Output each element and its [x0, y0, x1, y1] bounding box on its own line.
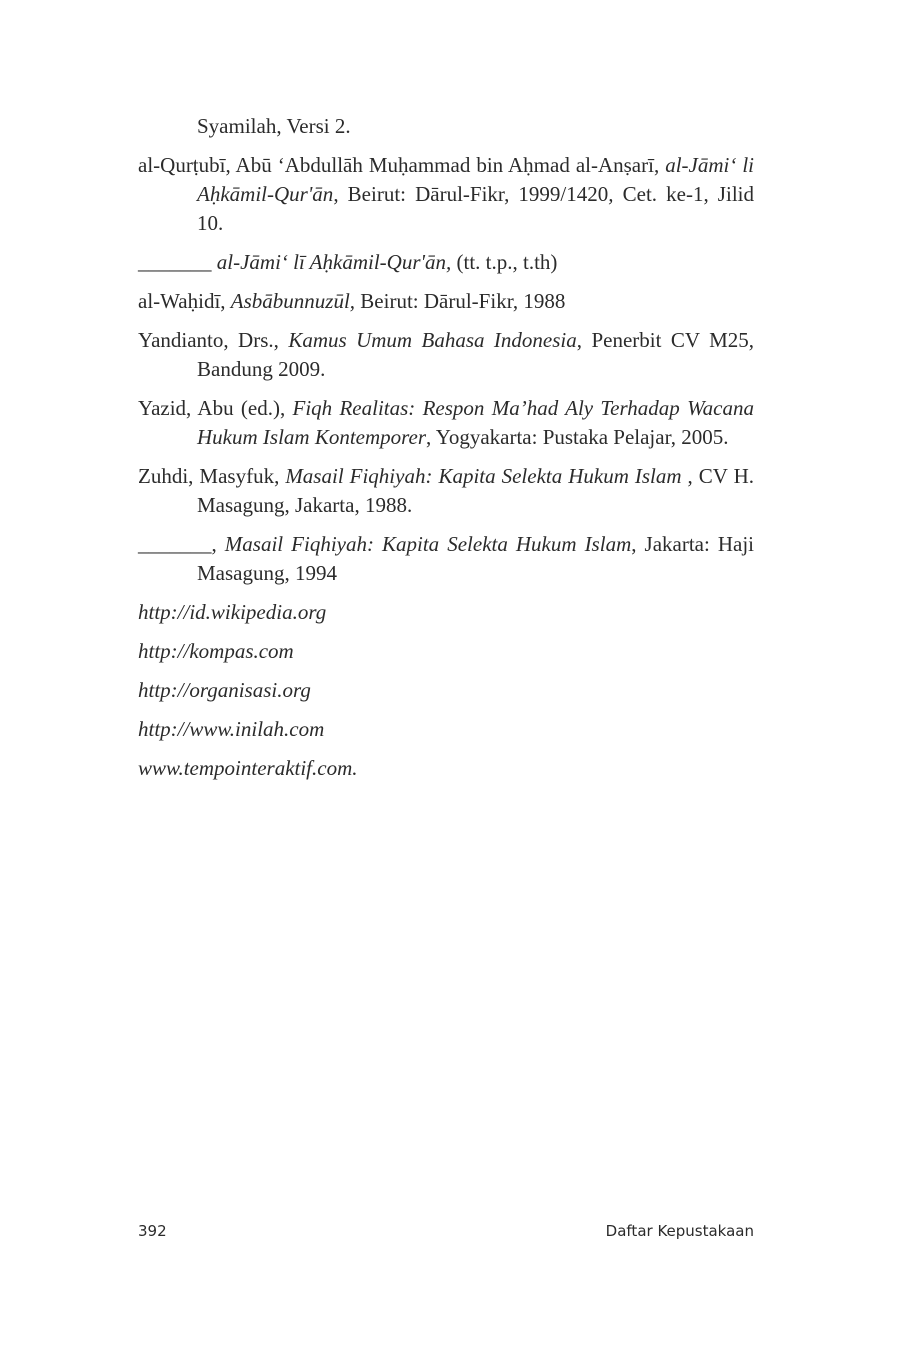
- ref-entry-qurtubi-repeat: [138, 248, 754, 277]
- ref-title-italic: Masail Fiqhiyah: Kapita Selekta Hukum Islam: [285, 464, 682, 488]
- ref-text: Yazid, Abu (ed.),: [138, 396, 293, 420]
- ref-title-italic: Fiqh Realitas: Respon Ma’had Aly Terhadap Wacana Hukum Islam Kontemporer: [197, 396, 754, 449]
- ref-text: , Penerbit CV M25, Bandung 2009.: [197, 328, 754, 381]
- ref-entry-yazid: [138, 394, 754, 452]
- page-number: 392: [138, 1222, 167, 1240]
- ref-title-italic: Asbābunnuzūl,: [230, 289, 356, 313]
- ref-text: Yandianto, Drs.,: [138, 328, 289, 352]
- ref-text: _______: [138, 250, 217, 274]
- ref-title-italic: Kamus Umum Bahasa Indonesia: [288, 328, 577, 352]
- ref-text: Syamilah, Versi 2.: [197, 114, 351, 138]
- running-title: Daftar Kepustakaan: [605, 1222, 754, 1240]
- ref-title-italic: ,: [608, 182, 614, 206]
- ref-entry-continuation: [138, 112, 754, 141]
- ref-text: , Yogyakarta: Pustaka Pelajar, 2005.: [426, 425, 729, 449]
- ref-entry-zuhdi: [138, 462, 754, 520]
- ref-text: al-Waḥidī,: [138, 289, 231, 313]
- ref-entry-zuhdi-repeat: [138, 530, 754, 588]
- ref-text: _______,: [138, 532, 225, 556]
- ref-text: al-Qurṭubī, Abū ‘Abdullāh Muḥammad bin Aḥmad al-Anṣarī,: [138, 153, 666, 177]
- bibliography-list: [138, 112, 754, 793]
- ref-text: Beirut: Dārul-Fikr, 1988: [355, 289, 566, 313]
- ref-title-italic: Masail Fiqhiyah: Kapita Selekta Hukum Islam: [224, 532, 632, 556]
- url-wikipedia: http://id.wikipedia.org: [138, 600, 327, 624]
- ref-title-italic: al-Jāmi‘ li Aḥkāmil-Qur'ān: [197, 153, 755, 206]
- ref-entry-qurtubi: [138, 151, 754, 238]
- url-inilah: http://www.inilah.com: [138, 717, 325, 741]
- page-footer: [138, 1222, 754, 1246]
- ref-text: Zuhdi, Masyfuk,: [138, 464, 286, 488]
- ref-title-italic: al-Jāmi‘ lī Aḥkāmil-Qur'ān,: [216, 250, 452, 274]
- ref-text: , CV H. Masagung, Jakarta, 1988.: [197, 464, 754, 517]
- url-kompas: http://kompas.com: [138, 639, 294, 663]
- url-tempointeraktif: www.tempointeraktif.com.: [138, 756, 358, 780]
- ref-entry-wahidi: [138, 287, 754, 316]
- ref-text: , Beirut: Dārul-Fikr, 1999/1420: [333, 182, 609, 206]
- ref-text: (tt. t.p., t.th): [451, 250, 558, 274]
- ref-text: Cet. ke-1, Jilid 10.: [197, 182, 754, 235]
- ref-text: , Jakarta: Haji Masagung, 1994: [197, 532, 755, 585]
- ref-entry-yandianto: [138, 326, 754, 384]
- url-organisasi: http://organisasi.org: [138, 678, 311, 702]
